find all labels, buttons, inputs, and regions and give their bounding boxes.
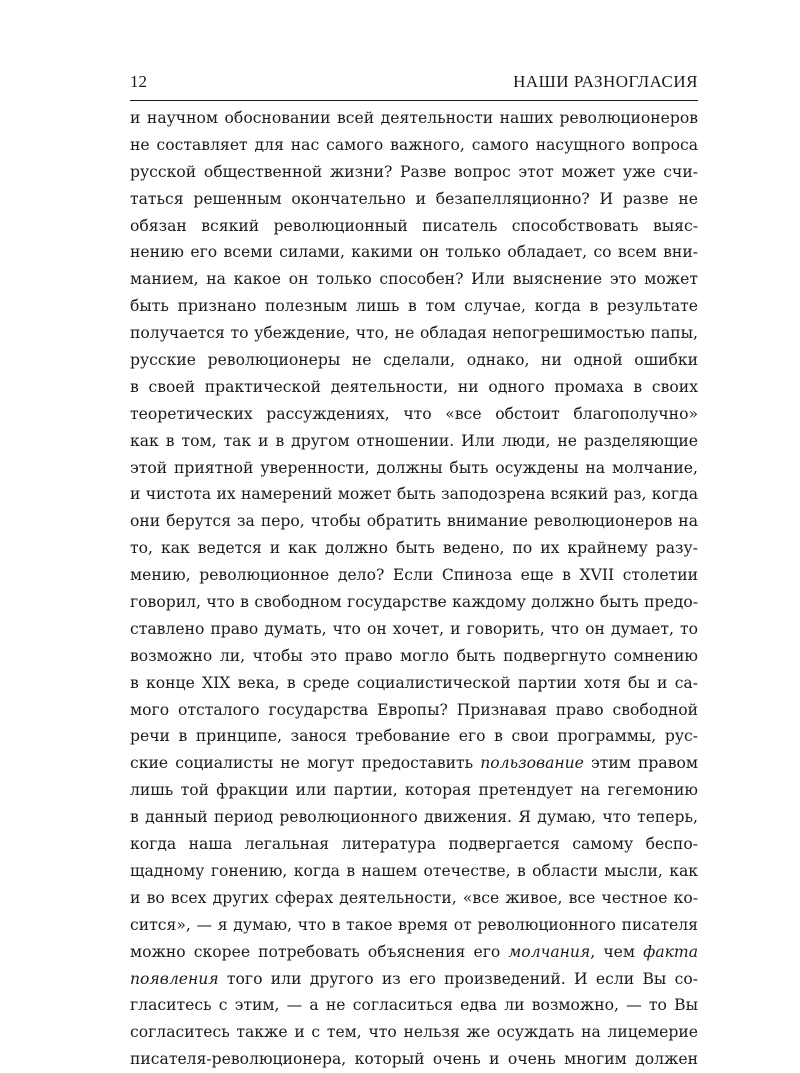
text-line (130, 320, 698, 347)
text-segment: таться решенным окончательно и безапелляционно? И разве не (130, 189, 698, 208)
text-line (130, 697, 698, 724)
text-line (130, 939, 698, 966)
text-segment: получается то убеждение, что, не обладая непогрешимостью папы, (130, 324, 698, 343)
book-page (130, 72, 698, 1073)
text-segment: , чем (590, 942, 644, 961)
text-line (130, 643, 698, 670)
italic-segment: появления (130, 969, 219, 988)
text-line (130, 213, 698, 240)
text-line (130, 885, 698, 912)
text-segment: лишь той фракции или партии, которая претендует на гегемонию (130, 781, 698, 800)
text-segment: речи в принципе, занося требование его в свои программы, рус- (130, 727, 698, 746)
text-line (130, 508, 698, 535)
text-segment: манием, на какое он только способен? Или выяснение это может (130, 270, 698, 289)
text-segment: мого отсталого государства Европы? Признавая право свободной (130, 700, 698, 719)
text-segment: согласитесь также и с тем, что нельзя же осуждать на лицемерие (130, 1023, 698, 1042)
text-segment: этой приятной уверенности, должны быть осуждены на молчание, (130, 458, 698, 477)
text-segment: быть признано полезным лишь в том случае, когда в результате (130, 297, 698, 316)
text-line (130, 159, 698, 186)
italic-segment: молчания (508, 942, 591, 961)
text-segment: то, как ведется и как должно быть ведено, по их крайнему разу- (130, 539, 698, 558)
text-segment: теоретических рассуждениях, что «все обстоит благополучно» (130, 404, 698, 423)
text-segment: русской общественной жизни? Разве вопрос этот может уже счи- (130, 162, 698, 181)
text-line (130, 750, 698, 777)
text-segment: как в том, так и в другом отношении. Или люди, не разделяющие (130, 431, 698, 450)
text-line (130, 455, 698, 482)
text-segment: того или другого из его произведений. И если Вы со- (218, 969, 698, 988)
page-number: 12 (130, 72, 147, 91)
text-line (130, 186, 698, 213)
text-line (130, 804, 698, 831)
text-segment: писателя-революционера, который очень и очень многим должен (130, 1050, 698, 1069)
text-line (130, 831, 698, 858)
text-line (130, 966, 698, 993)
text-line (130, 374, 698, 401)
text-line (130, 562, 698, 589)
text-segment: русские революционеры не сделали, однако, ни одной ошибки (130, 351, 698, 370)
text-segment: нению его всеми силами, какими он только обладает, со всем вни- (130, 243, 698, 262)
text-line (130, 992, 698, 1019)
text-line (130, 1046, 698, 1073)
text-line (130, 1019, 698, 1046)
text-segment: ставлено право думать, что он хочет, и говорить, что он думает, то (130, 619, 698, 638)
text-segment: в своей практической деятельности, ни одного промаха в своих (130, 377, 698, 396)
text-line (130, 858, 698, 885)
text-segment: не составляет для нас самого важного, самого насущного вопроса (130, 135, 698, 154)
text-line (130, 132, 698, 159)
text-segment: и научном обосновании всей деятельности наших революционеров (130, 109, 698, 127)
text-segment: ские социалисты не могут предоставить (130, 754, 481, 773)
running-head (130, 72, 698, 101)
text-line (130, 777, 698, 804)
text-segment: мению, революционное дело? Если Спиноза еще в XVII столетии (130, 566, 698, 585)
text-line (130, 723, 698, 750)
text-segment: гласитесь с этим, — а не согласиться едва ли возможно, — то Вы (130, 996, 698, 1015)
text-line (130, 347, 698, 374)
text-line (130, 912, 698, 939)
text-segment: говорил, что в свободном государстве каждому должно быть предо- (130, 593, 698, 612)
text-segment: и чистота их намерений может быть заподозрена всякий раз, когда (130, 485, 698, 504)
body-text (130, 105, 698, 1073)
text-segment: этим правом (583, 754, 699, 773)
text-line (130, 616, 698, 643)
running-title: НАШИ РАЗНОГЛАСИЯ (513, 72, 698, 91)
text-segment: в данный период революционного движения. Я думаю, что теперь, (130, 808, 698, 827)
text-segment: щадному гонению, когда в нашем отечестве, в области мысли, как (130, 861, 698, 880)
text-line (130, 293, 698, 320)
text-line (130, 401, 698, 428)
text-segment: и во всех других сферах деятельности, «все живое, все честное ко- (130, 888, 698, 907)
text-line (130, 266, 698, 293)
text-line (130, 670, 698, 697)
text-segment: возможно ли, чтобы это право могло быть подвергнуто сомнению (130, 646, 698, 665)
text-line (130, 589, 698, 616)
text-segment: когда наша легальная литература подвергается самому беспо- (130, 835, 698, 854)
text-line (130, 105, 698, 132)
text-line (130, 239, 698, 266)
text-segment: в конце XIX века, в среде социалистической партии хотя бы и са- (130, 673, 698, 692)
text-line (130, 428, 698, 455)
text-line (130, 535, 698, 562)
text-segment: они берутся за перо, чтобы обратить внимание революционеров на (130, 512, 698, 531)
text-segment: можно скорее потребовать объяснения его (130, 942, 509, 961)
text-line (130, 481, 698, 508)
italic-segment: факта (643, 942, 699, 961)
text-segment: сится», — я думаю, что в такое время от революционного писателя (130, 915, 698, 934)
italic-segment: пользование (480, 754, 584, 773)
text-segment: обязан всякий революционный писатель способствовать выяс- (130, 216, 698, 235)
